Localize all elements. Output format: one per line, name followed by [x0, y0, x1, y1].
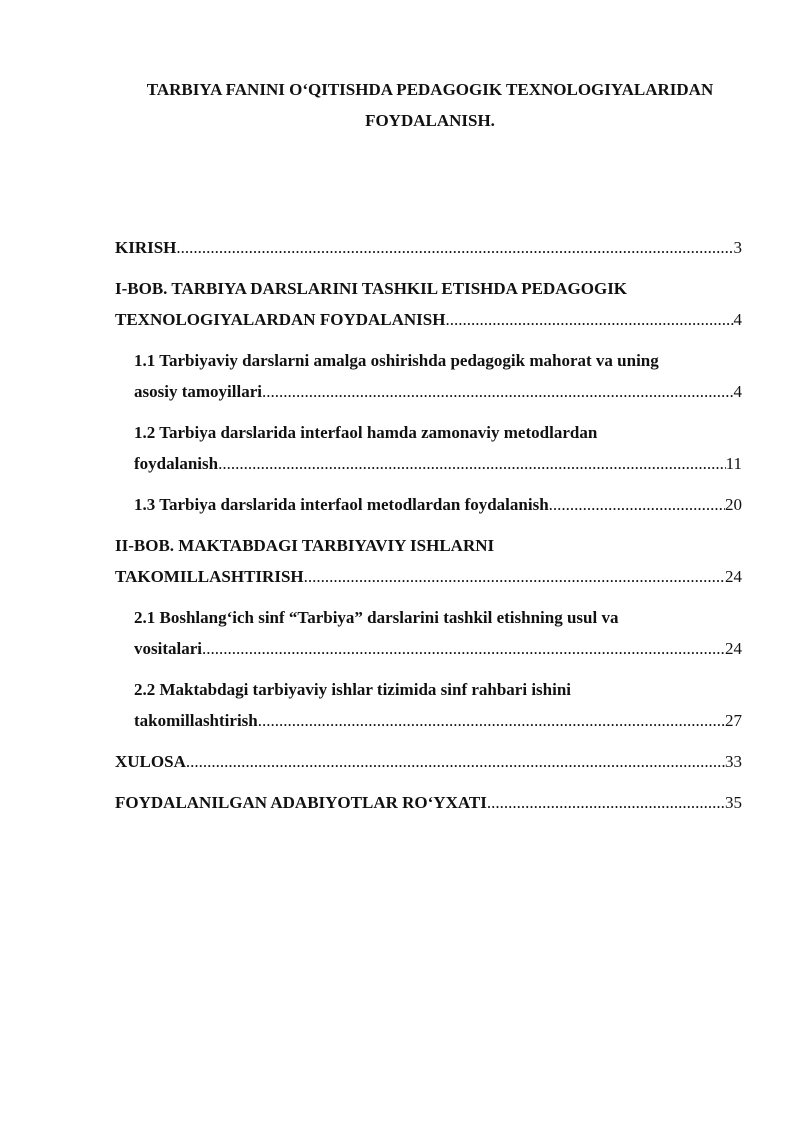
toc-entry-section-1-2	[134, 417, 742, 479]
toc-page-number: 4	[733, 310, 742, 329]
dot-leader	[176, 232, 733, 263]
toc-entry-section-2-1	[134, 602, 742, 664]
toc-page-number: 27	[725, 711, 742, 730]
toc-entry-title: FOYDALANILGAN ADABIYOTLAR RO‘YXATI	[115, 793, 487, 812]
toc-entry-title-line-2: vositalari	[134, 639, 202, 658]
dot-leader	[262, 376, 734, 407]
dot-leader	[218, 448, 726, 479]
dot-leader	[186, 746, 725, 777]
toc-entry-xulosa	[115, 746, 742, 777]
toc-entry-title-line-1: 2.1 Boshlang‘ich sinf “Tarbiya” darslarini tashkil etishning usul va	[134, 608, 619, 627]
toc-entry-title-line-1: I-BOB. TARBIYA DARSLARINI TASHKIL ETISHDA PEDAGOGIK	[115, 279, 628, 298]
toc-entry-section-1-1	[134, 345, 742, 407]
toc-page-number: 20	[725, 495, 742, 514]
toc-page-number: 11	[725, 454, 742, 473]
toc-entry-title-line-2: TAKOMILLASHTIRISH	[115, 567, 304, 586]
toc-entry-title-line-2: takomillashtirish	[134, 711, 258, 730]
dot-leader	[445, 304, 733, 335]
table-of-contents	[115, 232, 742, 828]
toc-entry-chapter-1	[115, 273, 742, 335]
title-line-2: FOYDALANISH.	[365, 111, 495, 130]
toc-page-number: 24	[725, 639, 742, 658]
toc-entry-title-line-1: 1.1 Tarbiyaviy darslarni amalga oshirishda pedagogik mahorat va uning	[134, 351, 659, 370]
toc-page-number: 4	[733, 382, 742, 401]
dot-leader	[202, 633, 725, 664]
toc-entry-title: 1.3 Tarbiya darslarida interfaol metodlardan foydalanish	[134, 495, 549, 514]
toc-entry-kirish	[115, 232, 742, 263]
toc-page-number: 35	[725, 793, 742, 812]
dot-leader	[304, 561, 725, 592]
toc-entry-title: KIRISH	[115, 238, 177, 257]
toc-entry-title-line-2: TEXNOLOGIYALARDAN FOYDALANISH	[115, 310, 446, 329]
toc-entry-title-line-1: II-BOB. MAKTABDAGI TARBIYAVIY ISHLARNI	[115, 536, 495, 555]
toc-entry-title-line-1: 1.2 Tarbiya darslarida interfaol hamda zamonaviy metodlardan	[134, 423, 598, 442]
toc-entry-section-2-2	[134, 674, 742, 736]
dot-leader	[258, 705, 725, 736]
toc-entry-bibliography	[115, 787, 742, 818]
dot-leader	[487, 787, 725, 818]
toc-page-number: 33	[725, 752, 742, 771]
toc-page-number: 24	[725, 567, 742, 586]
document-title	[100, 74, 760, 136]
toc-page-number: 3	[733, 238, 742, 257]
title-line-1: TARBIYA FANINI O‘QITISHDA PEDAGOGIK TEXNOLOGIYALARIDAN	[146, 80, 714, 99]
toc-entry-title-line-2: asosiy tamoyillari	[134, 382, 262, 401]
toc-entry-chapter-2	[115, 530, 742, 592]
dot-leader	[549, 489, 725, 520]
toc-entry-section-1-3	[134, 489, 742, 520]
toc-entry-title-line-2: foydalanish	[134, 454, 219, 473]
toc-entry-title-line-1: 2.2 Maktabdagi tarbiyaviy ishlar tizimida sinf rahbari ishini	[134, 680, 572, 699]
toc-entry-title: XULOSA	[115, 752, 186, 771]
